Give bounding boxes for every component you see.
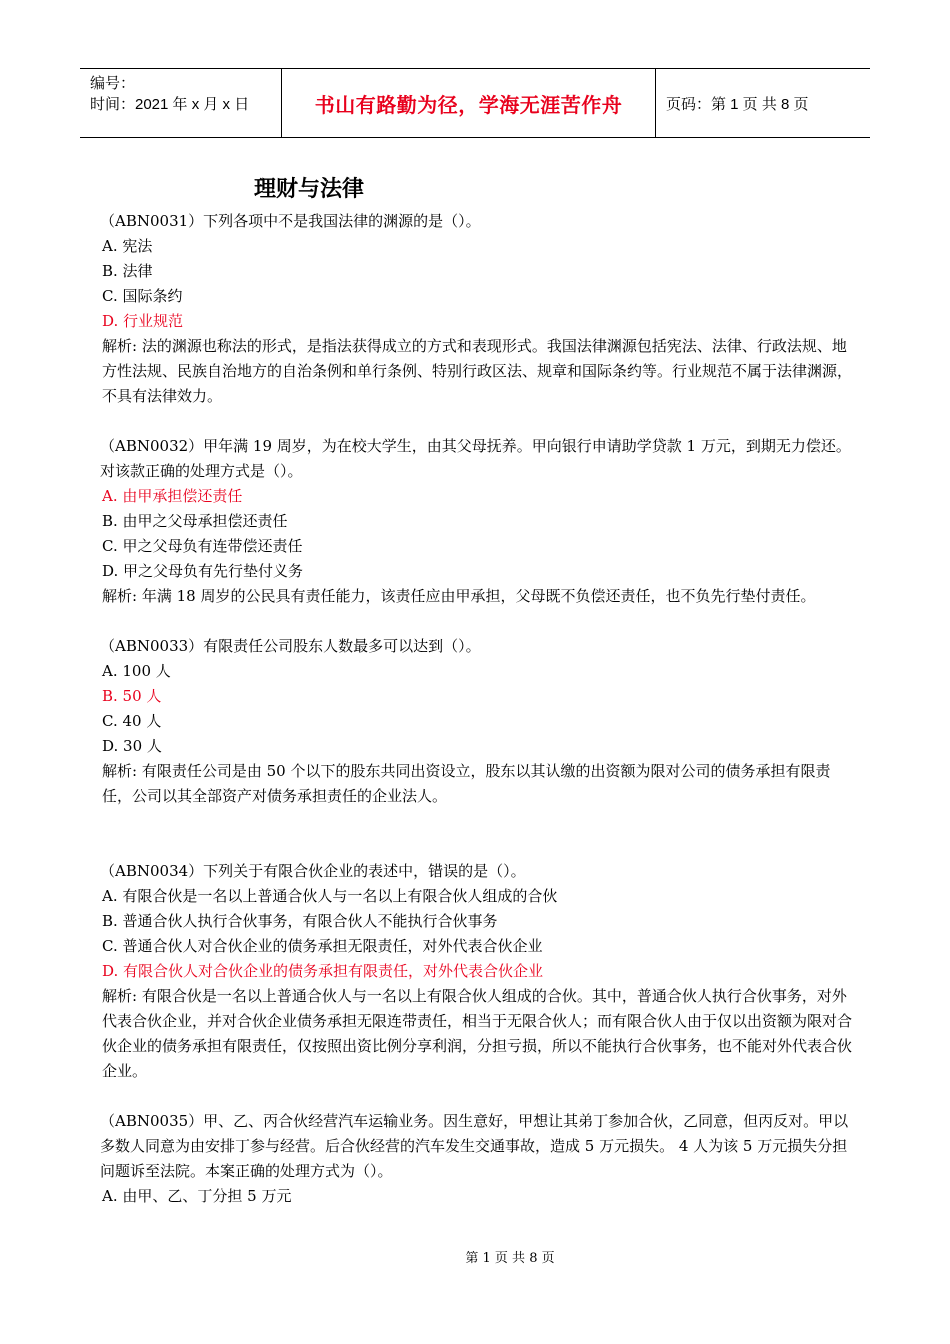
option: C. 甲之父母负有连带偿还责任: [102, 537, 303, 555]
option: A. 有限合伙是一名以上普通合伙人与一名以上有限合伙人组成的合伙: [102, 887, 558, 905]
option: D. 甲之父母负有先行垫付义务: [102, 562, 304, 580]
correct-option: A. 由甲承担偿还责任: [102, 487, 243, 505]
question-stem: （ABN0035）甲、乙、丙合伙经营汽车运输业务。因生意好，甲想让其弟丁参加合伙，乙同意，但丙反对。甲以多数人同意为由安排丁参与经营。后合伙经营的汽车发生交通事故，造成 5 万元损失。 4 人为该 5 万元损失分担问题诉至法院。本案正确的处理方式为（）。: [100, 1112, 849, 1180]
question-stem: （ABN0031）下列各项中不是我国法律的渊源的是（）。: [100, 212, 481, 230]
document-title: 理财与法律: [254, 177, 365, 202]
question-stem: （ABN0033）有限责任公司股东人数最多可以达到（）。: [100, 637, 481, 655]
option: B. 法律: [102, 262, 153, 280]
option: C. 国际条约: [102, 287, 183, 305]
option: A. 宪法: [102, 237, 153, 255]
date-label: 时间：2021 年 x 月 x 日: [90, 96, 250, 113]
option: B. 由甲之父母承担偿还责任: [102, 512, 288, 530]
correct-option: B. 50 人: [102, 687, 162, 705]
question-stem: （ABN0032）甲年满 19 周岁，为在校大学生，由其父母抚养。甲向银行申请助学贷款 1 万元，到期无力偿还。对该款正确的处理方式是（）。: [100, 437, 851, 480]
analysis-text: 解析: 年满 18 周岁的公民具有责任能力，该责任应由甲承担，父母既不负偿还责任，也不负先行垫付责任。: [102, 587, 816, 605]
option: D. 30 人: [102, 737, 162, 755]
option: A. 100 人: [102, 662, 171, 680]
page-header: [80, 68, 870, 138]
correct-option: D. 有限合伙人对合伙企业的债务承担有限责任，对外代表合伙企业: [102, 962, 544, 980]
header-motto: 书山有路勤为径，学海无涯苦作舟: [282, 69, 656, 137]
header-page-number: 页码：第 1 页 共 8 页: [666, 95, 809, 113]
option: A. 由甲、乙、丁分担 5 万元: [102, 1187, 292, 1205]
question-stem: （ABN0034）下列关于有限合伙企业的表述中，错误的是（）。: [100, 862, 526, 880]
number-label: 编号：: [90, 75, 136, 92]
correct-option: D. 行业规范: [102, 312, 184, 330]
option: C. 40 人: [102, 712, 162, 730]
header-meta: [80, 69, 282, 137]
question-list: [100, 209, 855, 1209]
page-footer: 第 1 页 共 8 页: [465, 1251, 555, 1266]
option: B. 普通合伙人执行合伙事务，有限合伙人不能执行合伙事务: [102, 912, 498, 930]
option: C. 普通合伙人对合伙企业的债务承担无限责任，对外代表合伙企业: [102, 937, 543, 955]
analysis-text: 解析: 有限责任公司是由 50 个以下的股东共同出资设立，股东以其认缴的出资额为限对公司的债务承担有限责任，公司以其全部资产对债务承担责任的企业法人。: [102, 762, 831, 805]
analysis-text: 解析: 有限合伙是一名以上普通合伙人与一名以上有限合伙人组成的合伙。其中，普通合伙人执行合伙事务，对外代表合伙企业，并对合伙企业债务承担无限连带责任，相当于无限合伙人；而有限合伙人由于仅以出资额为限对合伙企业的债务承担有限责任，仅按照出资比例分享利润，分担亏损，所以不能执行合伙事务，也不能对外代表合伙企业。: [102, 987, 853, 1080]
analysis-text: 解析: 法的渊源也称法的形式，是指法获得成立的方式和表现形式。我国法律渊源包括宪法、法律、行政法规、地方性法规、民族自治地方的自治条例和单行条例、特别行政区法、规章和国际条约等。行业规范不属于法律渊源，不具有法律效力。: [102, 337, 853, 405]
